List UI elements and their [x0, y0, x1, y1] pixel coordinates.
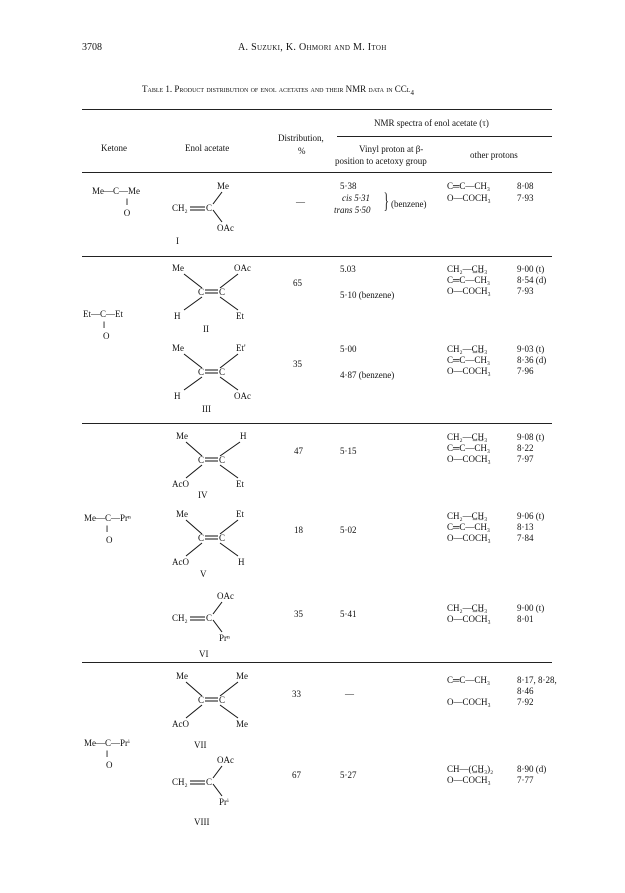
other-VII — [447, 675, 557, 708]
header-vinyl: Vinyl proton at β- — [359, 144, 424, 154]
vinyl-I-trans: trans 5·50 — [334, 205, 371, 215]
bond — [220, 543, 238, 556]
bond — [213, 620, 222, 632]
proton-group: CH—(C̲H̲₃)₂ — [447, 764, 494, 774]
proton-shift: 8·36 (d) — [517, 355, 547, 365]
proton-shift: 9·00 (t) — [517, 603, 545, 613]
proton-shift: 7·92 — [517, 697, 534, 707]
proton-group: CH₂—C̲H̲₃ — [447, 344, 488, 354]
proton-shift: 9·06 (t) — [517, 511, 545, 521]
ketone-formula: Me—C—Me — [92, 186, 140, 196]
proton-shift: 7·84 — [517, 533, 534, 543]
other-IV — [447, 432, 544, 465]
table-top-rule — [82, 109, 552, 110]
bond — [186, 682, 202, 696]
bond — [220, 377, 238, 390]
proton-group: C═C—CH₃ — [447, 181, 491, 191]
bond — [213, 210, 222, 222]
bond — [213, 602, 222, 614]
bond — [220, 442, 240, 456]
struct-label: Me — [176, 431, 188, 441]
proton-shift: 9·03 (t) — [517, 344, 545, 354]
row-divider-2 — [82, 423, 552, 424]
vinyl-I-1: 5·38 — [340, 181, 357, 191]
table-caption-subscript: 4 — [410, 88, 414, 97]
ketone-4 — [84, 738, 130, 771]
structure-VIII — [172, 754, 252, 807]
vinyl-V: 5·02 — [340, 525, 357, 535]
proton-group: C═C—CH₃ — [447, 522, 491, 532]
bond — [220, 520, 238, 534]
compound-id-V: V — [200, 569, 207, 579]
distribution-I: — — [296, 197, 305, 207]
proton-group: O—COCH₃ — [447, 286, 491, 296]
struct-label: H — [240, 431, 247, 441]
ketone-double-bond: ‖ — [125, 197, 129, 207]
proton-shift: 9·00 (t) — [517, 264, 545, 274]
other-II — [447, 264, 546, 297]
bond — [220, 465, 238, 478]
header-other: other protons — [470, 150, 518, 160]
proton-shift: 8·46 — [517, 686, 534, 696]
header-ketone: Ketone — [101, 143, 127, 153]
header-nmr-group: NMR spectra of enol acetate (τ) — [374, 118, 489, 128]
other-I — [447, 181, 534, 204]
bond — [220, 297, 238, 310]
proton-group: C═C—CH₃ — [447, 275, 491, 285]
table-caption — [142, 84, 414, 99]
proton-shift: 7·96 — [517, 366, 534, 376]
struct-label: C — [198, 695, 205, 705]
vinyl-VII: — — [345, 689, 354, 699]
ketone-double-bond: ‖ — [106, 524, 109, 534]
bond — [186, 705, 202, 718]
struct-label: C — [206, 203, 213, 213]
struct-label: C — [219, 695, 226, 705]
proton-shift: 8·01 — [517, 614, 534, 624]
vinyl-III-1: 5·00 — [340, 344, 357, 354]
struct-label: CH₂ — [172, 613, 188, 623]
struct-label: Me — [176, 509, 188, 519]
structure-II — [172, 262, 272, 322]
struct-label: CH₂ — [172, 777, 188, 787]
vinyl-I-note: (benzene) — [391, 199, 427, 209]
ketone-oxygen: O — [103, 331, 110, 341]
proton-group: O—COCH₃ — [447, 366, 491, 376]
proton-group: O—COCH₃ — [447, 697, 491, 707]
structure-I — [172, 180, 252, 233]
proton-shift: 8·08 — [517, 181, 534, 191]
ketone-oxygen: O — [106, 535, 113, 545]
struct-label: Me — [176, 671, 188, 681]
structure-VI — [172, 590, 252, 643]
proton-shift: 8·22 — [517, 443, 534, 453]
struct-label: Et — [236, 479, 244, 489]
bond — [220, 682, 238, 696]
other-III — [447, 344, 546, 377]
distribution-VI: 35 — [294, 609, 303, 619]
structure-III — [172, 342, 272, 402]
row-divider-3 — [82, 662, 552, 663]
proton-shift: 7·93 — [517, 286, 534, 296]
ketone-double-bond: ‖ — [103, 320, 106, 330]
compound-id-IV: IV — [198, 490, 208, 500]
ketone-3 — [84, 513, 131, 546]
struct-label: OAc — [234, 391, 251, 401]
struct-label: H — [174, 311, 181, 321]
vinyl-I-cis: cis 5·31 — [342, 193, 370, 203]
struct-label: Me — [236, 671, 248, 681]
bond — [184, 297, 202, 310]
ketone-2 — [83, 309, 123, 342]
proton-shift: 8·13 — [517, 522, 534, 532]
compound-id-III: III — [202, 404, 211, 414]
bond — [186, 465, 202, 478]
proton-shift: 7·93 — [517, 193, 534, 203]
vinyl-I-brace: } — [383, 188, 389, 213]
struct-label: C — [198, 455, 205, 465]
page-number: 3708 — [82, 42, 102, 53]
compound-id-I: I — [176, 236, 179, 246]
proton-shift: 8·54 (d) — [517, 275, 547, 285]
ketone-double-bond: ‖ — [106, 749, 109, 759]
table-caption-text: Table 1. Product distribution of enol acetates and their NMR data in CCl — [142, 84, 411, 94]
header-vinyl-2: position to acetoxy group — [335, 156, 427, 166]
bond — [186, 543, 202, 556]
struct-label: AcO — [172, 557, 189, 567]
ketone-formula: Me—C—Prⁿ — [84, 513, 131, 523]
proton-shift: 7·97 — [517, 454, 534, 464]
ketone-formula: Me—C—Prⁱ — [84, 738, 130, 748]
proton-group: O—COCH₃ — [447, 193, 491, 203]
vinyl-VIII: 5·27 — [340, 770, 357, 780]
struct-label: Me — [172, 343, 184, 353]
struct-label: Me — [217, 181, 229, 191]
ketone-1 — [92, 186, 140, 219]
struct-label: Prⁿ — [219, 633, 230, 643]
proton-shift: 9·08 (t) — [517, 432, 545, 442]
compound-id-VIII: VIII — [194, 817, 210, 827]
struct-label: C — [219, 455, 226, 465]
struct-label: C — [219, 287, 226, 297]
vinyl-III-2: 4·87 (benzene) — [340, 370, 395, 380]
proton-group: O—COCH₃ — [447, 775, 491, 785]
other-VIII — [447, 764, 546, 786]
struct-label: OAc — [217, 755, 234, 765]
struct-label: OAc — [217, 223, 234, 233]
header-enol-acetate: Enol acetate — [185, 143, 230, 153]
struct-label: C — [219, 533, 226, 543]
vinyl-II-1: 5.03 — [340, 264, 356, 274]
bond — [186, 520, 202, 534]
struct-label: Me — [236, 719, 248, 729]
struct-label: C — [198, 287, 205, 297]
bond — [213, 766, 222, 778]
vinyl-VI: 5·41 — [340, 609, 357, 619]
header-distribution: Distribution, — [278, 133, 324, 143]
header-distribution-unit: % — [298, 146, 306, 156]
distribution-VIII: 67 — [292, 770, 301, 780]
proton-group: CH₂—C̲H̲₃ — [447, 264, 488, 274]
struct-label: C — [206, 777, 213, 787]
ketone-oxygen: O — [106, 760, 113, 770]
bond — [220, 705, 238, 718]
distribution-III: 35 — [293, 359, 302, 369]
bond — [220, 354, 238, 368]
struct-label: CH₂ — [172, 203, 188, 213]
struct-label: H — [174, 391, 181, 401]
proton-group: O—COCH₃ — [447, 614, 491, 624]
structure-VII — [172, 670, 272, 730]
proton-group: C═C—CH₃ — [447, 443, 491, 453]
struct-label: AcO — [172, 719, 189, 729]
distribution-VII: 33 — [292, 689, 301, 699]
struct-label: C — [219, 367, 226, 377]
struct-label: OAc — [217, 591, 234, 601]
bond — [184, 354, 202, 368]
other-VI — [447, 603, 544, 625]
compound-id-VII: VII — [194, 740, 207, 750]
struct-label: H — [238, 557, 245, 567]
proton-group: O—COCH₃ — [447, 454, 491, 464]
proton-shift: 8·90 (d) — [517, 764, 547, 774]
other-V — [447, 511, 544, 544]
bond — [184, 274, 202, 288]
compound-id-VI: VI — [199, 649, 209, 659]
vinyl-II-2: 5·10 (benzene) — [340, 290, 395, 300]
proton-group: C═C—CH₃ — [447, 675, 491, 685]
proton-group: CH₂—C̲H̲₃ — [447, 432, 488, 442]
struct-label: C — [198, 533, 205, 543]
proton-shift: 8·17, 8·28, — [517, 675, 557, 685]
distribution-II: 65 — [293, 278, 302, 288]
header-bottom-rule — [82, 172, 552, 173]
row-divider-1 — [82, 256, 552, 257]
proton-shift: 7·77 — [517, 775, 534, 785]
structure-IV — [172, 430, 272, 490]
struct-label: AcO — [172, 479, 189, 489]
proton-group: CH₂—C̲H̲₃ — [447, 511, 488, 521]
bond — [213, 784, 222, 796]
struct-label: Et — [236, 509, 244, 519]
struct-label: Prⁱ — [219, 797, 229, 807]
distribution-IV: 47 — [294, 446, 303, 456]
ketone-formula: Et—C—Et — [83, 309, 123, 319]
proton-group: C═C—CH₃ — [447, 355, 491, 365]
struct-label: C — [198, 367, 205, 377]
ketone-oxygen: O — [123, 208, 131, 218]
struct-label: Et — [236, 311, 244, 321]
struct-label: Et' — [236, 343, 246, 353]
struct-label: C — [206, 613, 213, 623]
bond — [220, 274, 238, 288]
compound-id-II: II — [203, 324, 209, 334]
proton-group: O—COCH₃ — [447, 533, 491, 543]
nmr-group-rule — [337, 136, 552, 137]
bond — [184, 377, 202, 390]
bond — [213, 192, 222, 204]
structure-V — [172, 508, 272, 568]
vinyl-IV: 5·15 — [340, 446, 357, 456]
proton-group: CH₂—C̲H̲₃ — [447, 603, 488, 613]
struct-label: OAc — [234, 263, 251, 273]
distribution-V: 18 — [294, 525, 303, 535]
struct-label: Me — [172, 263, 184, 273]
running-title: A. Suzuki, K. Ohmori and M. Itoh — [238, 42, 387, 53]
bond — [186, 442, 202, 456]
